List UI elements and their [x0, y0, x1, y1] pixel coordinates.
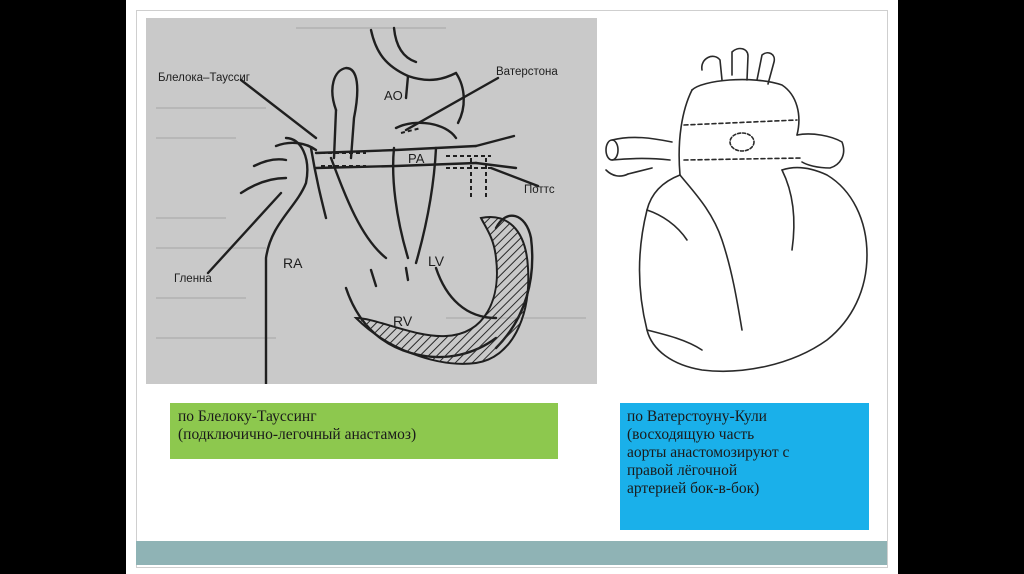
heart-line-art [592, 40, 882, 380]
caption-left-line2: (подключично-легочный анастамоз) [178, 426, 417, 443]
label-waterston: Ватерстона [496, 66, 558, 78]
label-pa: PA [408, 151, 425, 166]
footer-band [136, 541, 887, 565]
caption-right-line4: правой лёгочной [627, 462, 738, 479]
slide [126, 0, 898, 574]
caption-right-line2: (восходящую часть [627, 426, 755, 443]
caption-right-line5: артерией бок-в-бок) [627, 480, 760, 497]
label-rv: RV [393, 313, 413, 329]
label-lv: LV [428, 253, 445, 269]
label-potts: Поттс [524, 184, 555, 196]
label-ao: AO [384, 88, 403, 103]
caption-left-line1: по Блелоку-Таусcинг [178, 408, 317, 425]
label-glenn: Гленна [174, 273, 212, 285]
caption-blalock-taussig [170, 403, 558, 459]
heart-shunts-diagram [146, 18, 597, 384]
caption-right-line3: аорты анастомозируют с [627, 444, 790, 461]
caption-right-line1: по Ватерстоуну-Кули [627, 408, 767, 425]
label-blalock: Блелока–Тауссиг [158, 72, 250, 84]
label-ra: RA [283, 255, 303, 271]
shunt-diagram-scan [146, 18, 597, 384]
caption-waterston-cooley [620, 403, 869, 530]
